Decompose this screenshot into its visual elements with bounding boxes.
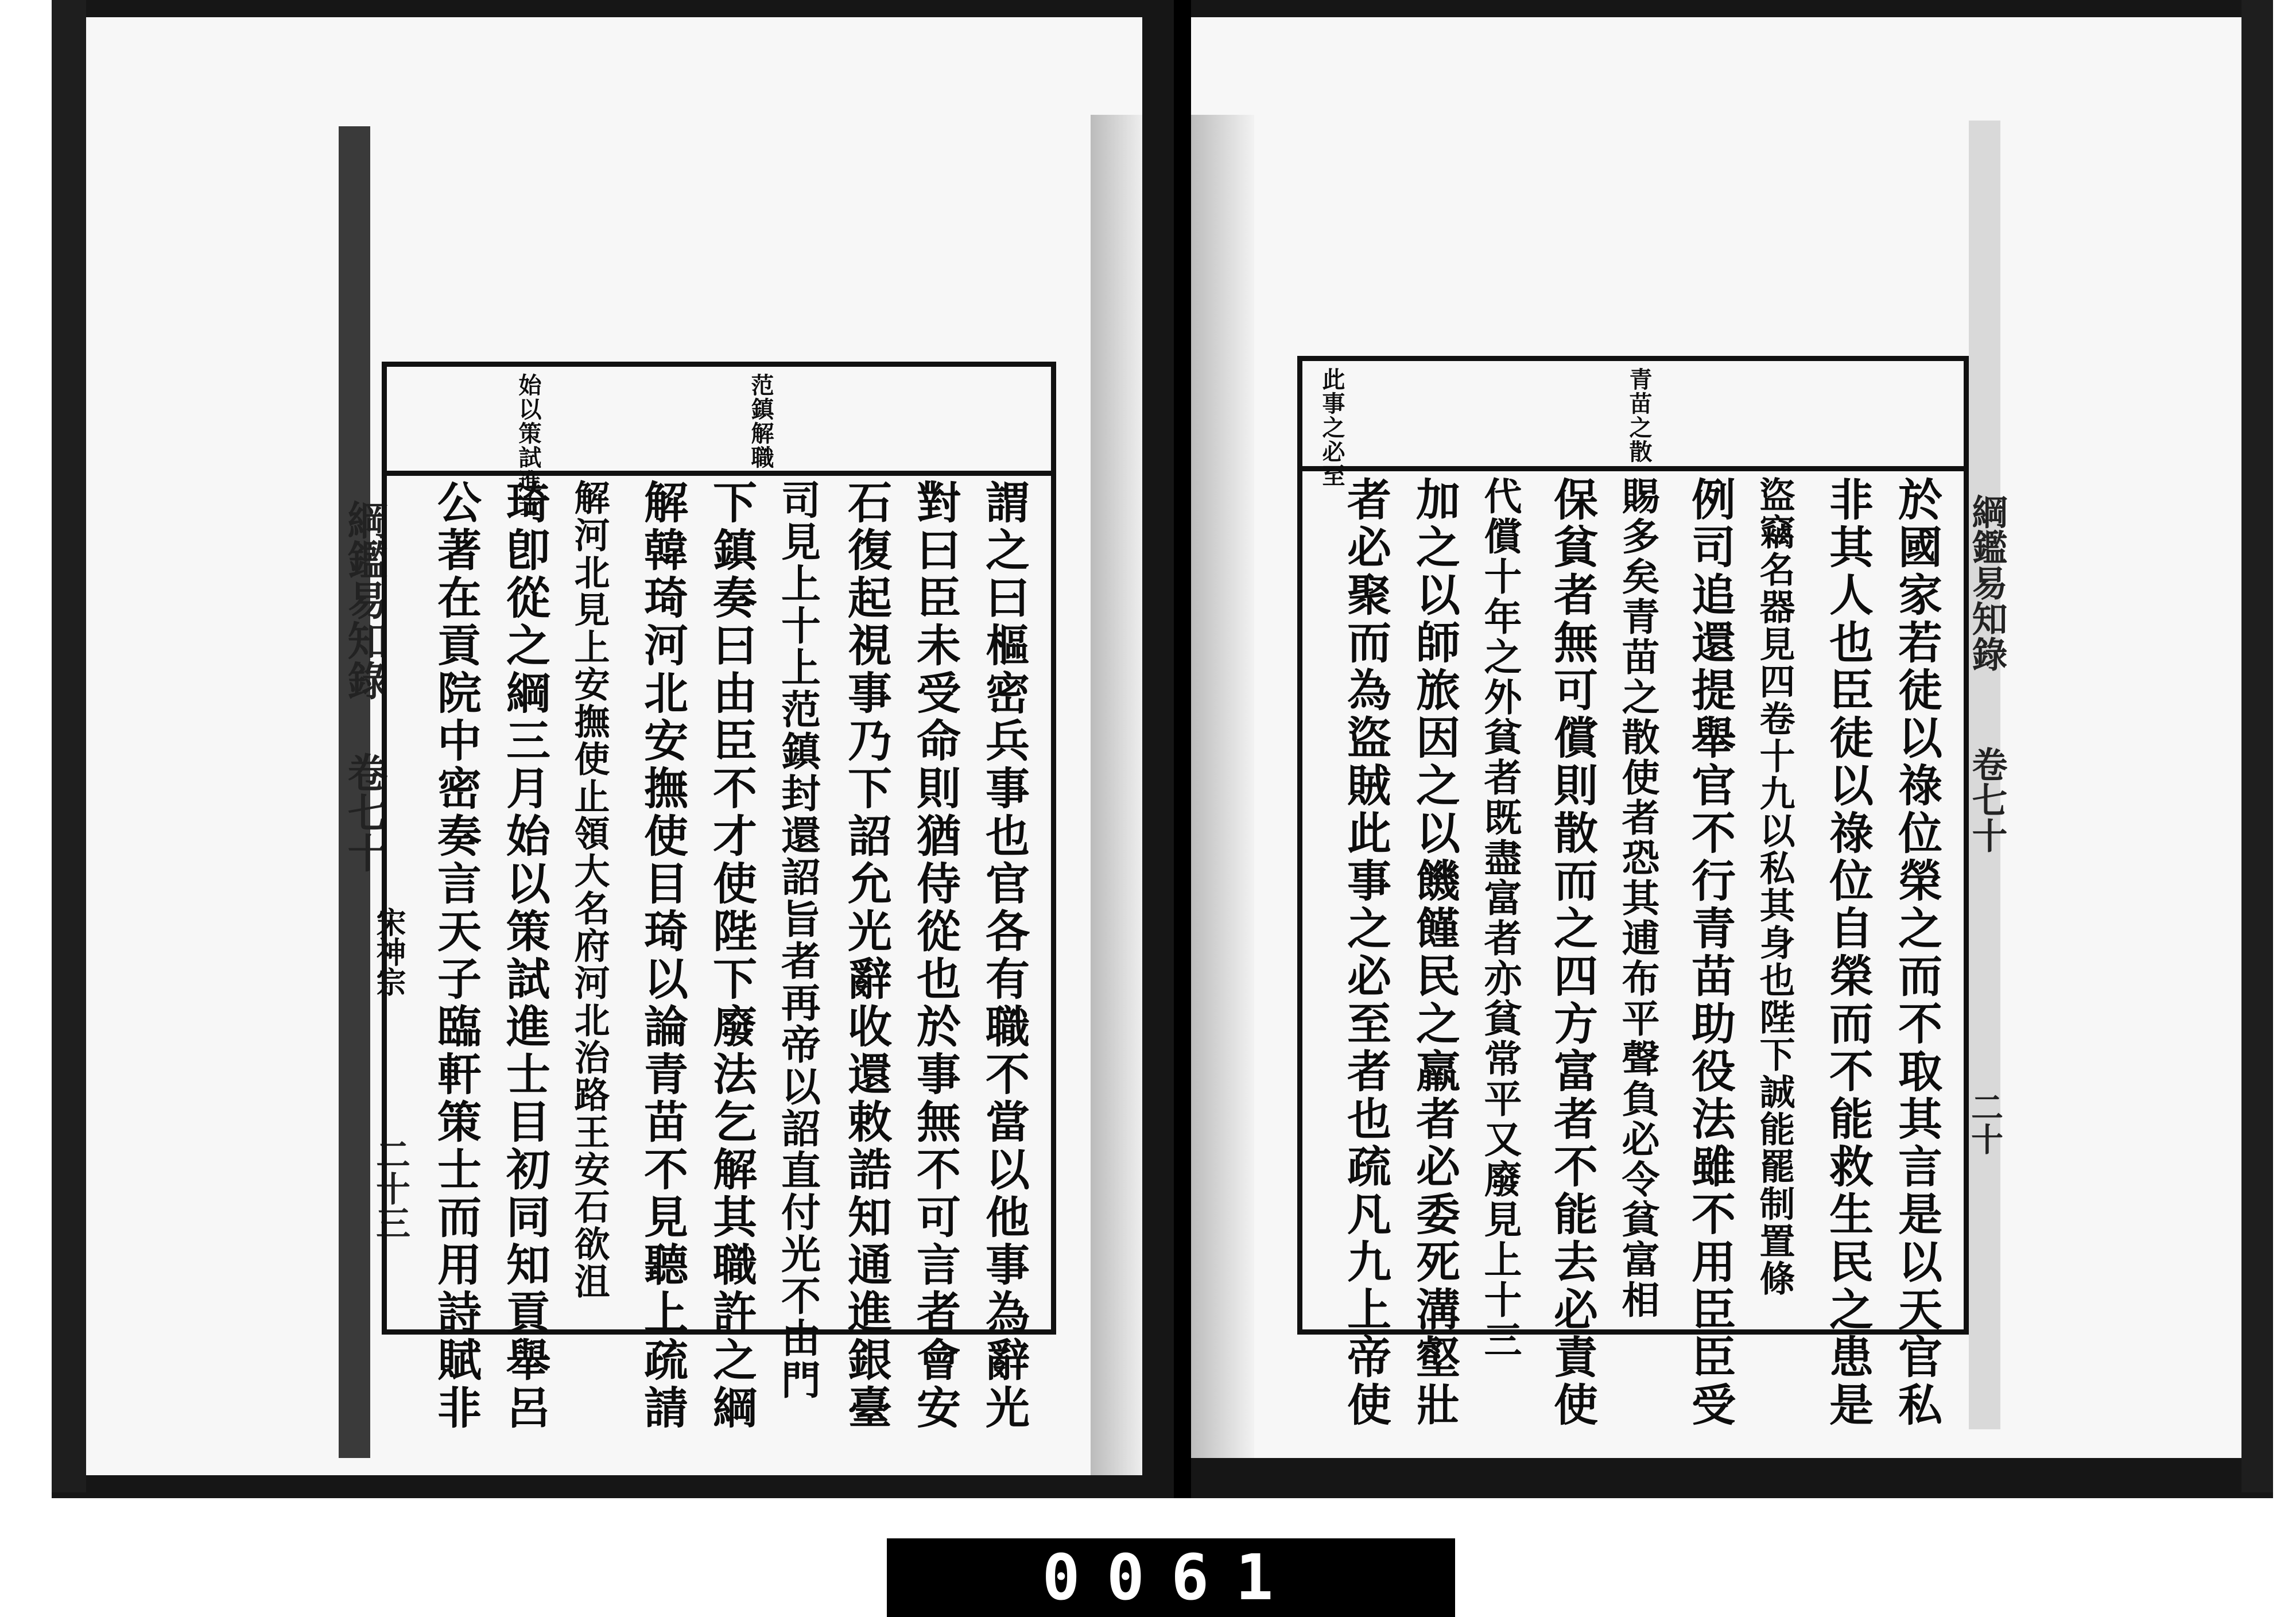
film-frame-number: 0061 <box>887 1538 1455 1617</box>
right-column-6: 保貧者無可償則散而之四方富者不能去必責使 <box>1546 476 1598 1429</box>
right-column-5: 賜多矣青苗之散使者恐其逋布平聲負必令貧富相 <box>1615 476 1660 1320</box>
right-header-note-1: 青苗之散 <box>1626 367 1653 464</box>
right-column-4: 例司追還提舉官不行青苗助役法雖不用臣臣受 <box>1684 476 1736 1429</box>
left-column-7: 解河北見上安撫使止領大名府河北治路王安石欲沮 <box>568 479 610 1300</box>
left-column-3: 石復起視事乃下詔允光辭收還敕誥知通進銀臺 <box>840 479 892 1432</box>
right-page-fold <box>1191 115 1254 1458</box>
left-header-note-2: 始以策試進士 <box>515 373 542 518</box>
outer-edge-right <box>2241 0 2273 1492</box>
book-spine <box>1174 0 1191 1498</box>
left-margin-folio: 二十三 <box>370 1137 410 1240</box>
left-column-5: 下鎮奏曰由臣不才使陛下廢法乞解其職許之綱 <box>705 479 757 1432</box>
left-column-8: 琦卽從之綱三月始以策試進士目初同知貢舉呂 <box>499 479 550 1432</box>
left-header-rule <box>382 471 1056 476</box>
right-column-8: 加之以師旅因之以饑饉民之羸者必委死溝壑壯 <box>1409 476 1460 1429</box>
right-margin-chapter: 卷七十 <box>1966 746 2008 853</box>
outer-edge-left <box>52 0 86 1492</box>
right-header-rule <box>1297 466 1969 471</box>
left-header-note-1: 范鎮解職 <box>747 373 774 470</box>
left-column-9: 公著在貢院中密奏言天子臨軒策士而用詩賦非 <box>430 479 482 1432</box>
left-column-2: 對曰臣未受命則猶侍從也於事無不可言者會安 <box>909 479 961 1432</box>
left-page-fold <box>1091 115 1142 1475</box>
left-column-1: 謂之曰樞密兵事也官各有職不當以他事為辭光 <box>978 479 1030 1432</box>
right-header-note-2: 此事之必至 <box>1318 367 1345 488</box>
right-column-3: 盜竊名器見四卷十九以私其身也陛下誠能罷制置條 <box>1754 476 1795 1297</box>
left-margin-chapter: 卷七十 <box>341 752 389 873</box>
right-column-1: 於國家若徒以祿位榮之而不取其言是以天官私 <box>1891 476 1942 1429</box>
left-margin-dynasty: 宋神宗 <box>371 907 406 996</box>
left-column-6: 解韓琦河北安撫使目琦以論青苗不見聽上疏請 <box>637 479 688 1432</box>
right-column-2: 非其人也臣徒以祿位自榮而不能救生民之患是 <box>1822 476 1874 1429</box>
right-column-7: 代償十年之外貧者既盡富者亦貧常平又廢見上十三 <box>1477 476 1522 1360</box>
right-margin-title: 綱鑑易知錄 <box>1966 494 2008 672</box>
right-column-9: 者必聚而為盜賊此事之必至者也疏凡九上帝使 <box>1340 476 1391 1429</box>
right-margin-folio: 二十 <box>1966 1091 2004 1155</box>
left-margin-title: 綱鑑易知錄 <box>341 499 389 700</box>
left-column-4: 司見上十上范鎮封還詔旨者再帝以詔直付光不由門 <box>774 479 821 1401</box>
